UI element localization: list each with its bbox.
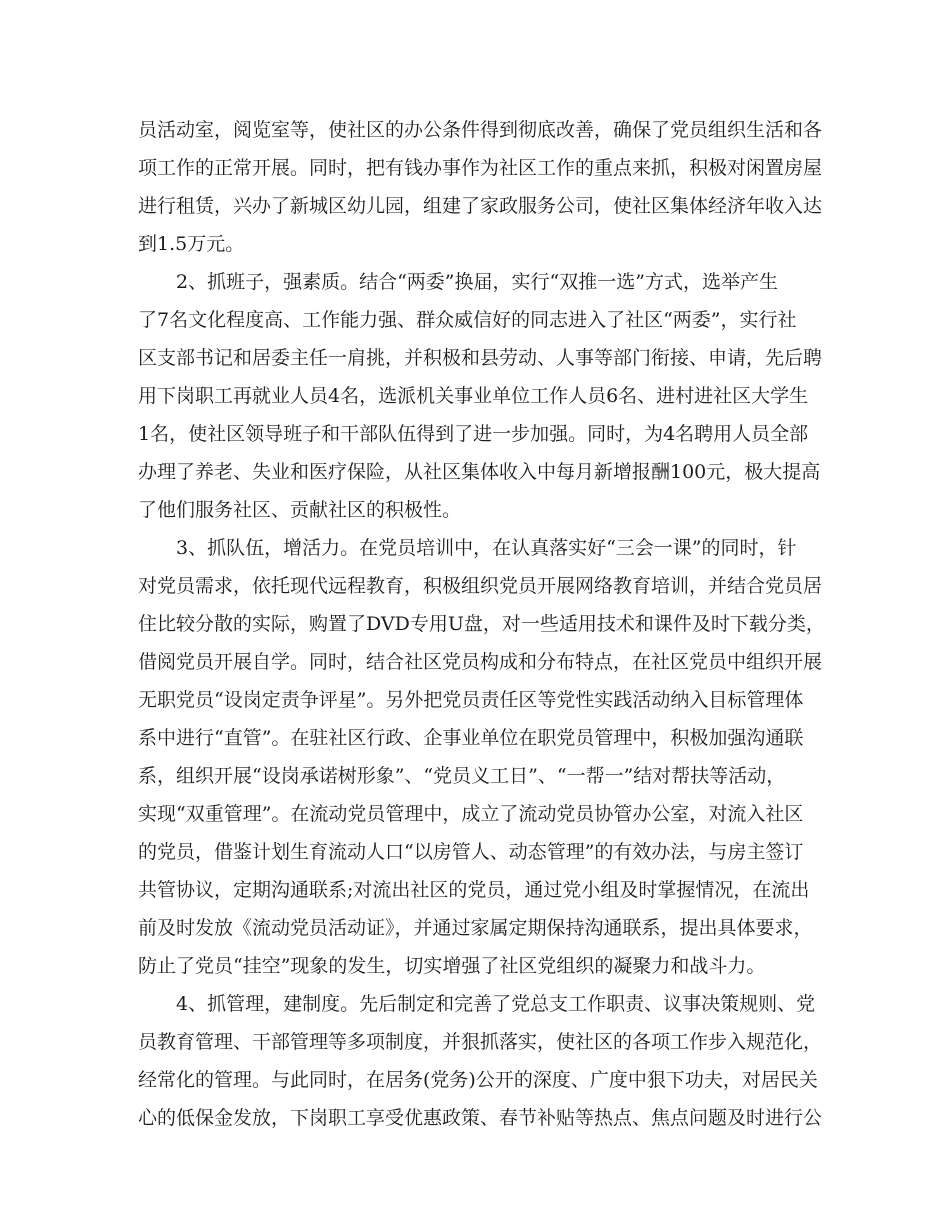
text-line: 用下岗职工再就业人员4名，选派机关事业单位工作人员6名、进村进社区大学生 — [138, 385, 809, 407]
text-line: 前及时发放《流动党员活动证》，并通过家属定期保持沟通联系，提出具体要求， — [138, 917, 813, 939]
text-line: 区支部书记和居委主任一肩挑，并积极和县劳动、人事等部门衔接、申请，先后聘 — [138, 347, 823, 369]
paragraph-2-heading-line: 2、抓班子，强素质。结合“两委”换届，实行“双推一选”方式，选举产生 — [176, 271, 778, 293]
text-line: 1名，使社区领导班子和干部队伍得到了进一步加强。同时，为4名聘用人员全部 — [138, 423, 809, 445]
text-line: 心的低保金发放，下岗职工享受优惠政策、春节补贴等热点、焦点问题及时进行公 — [138, 1107, 823, 1129]
text-line: 员活动室，阅览室等，使社区的办公条件得到彻底改善，确保了党员组织生活和各 — [138, 119, 823, 141]
text-line: 借阅党员开展自学。同时，结合社区党员构成和分布特点，在社区党员中组织开展 — [138, 651, 823, 673]
text-line: 系，组织开展“设岗承诺树形象”、“党员义工日”、“一帮一”结对帮扶等活动， — [138, 765, 786, 787]
text-line: 办理了养老、失业和医疗保险，从社区集体收入中每月新增报酬100元，极大提高 — [138, 461, 821, 483]
text-line: 了他们服务社区、贡献社区的积极性。 — [138, 499, 462, 521]
text-line: 项工作的正常开展。同时，把有钱办事作为社区工作的重点来抓，积极对闲置房屋 — [138, 157, 823, 179]
paragraph-3-heading-line: 3、抓队伍，增活力。在党员培训中，在认真落实好“三会一课”的同时，针 — [176, 537, 797, 559]
paragraph-4-heading-line: 4、抓管理，建制度。先后制定和完善了党总支工作职责、议事决策规则、党 — [176, 993, 816, 1015]
text-line: 的党员，借鉴计划生育流动人口“以房管人、动态管理”的有效办法，与房主签订 — [138, 841, 804, 863]
text-line: 进行租赁，兴办了新城区幼儿园，组建了家政服务公司，使社区集体经济年收入达 — [138, 195, 823, 217]
text-line: 员教育管理、干部管理等多项制度，并狠抓落实，使社区的各项工作步入规范化， — [138, 1031, 823, 1053]
text-line: 对党员需求，依托现代远程教育，积极组织党员开展网络教育培训，并结合党员居 — [138, 575, 823, 597]
text-line: 无职党员“设岗定责争评星”。另外把党员责任区等党性实践活动纳入目标管理体 — [138, 689, 804, 711]
text-line: 共管协议，定期沟通联系;对流出社区的党员，通过党小组及时掌握情况，在流出 — [138, 879, 810, 901]
text-line: 住比较分散的实际，购置了DVD专用U盘，对一些适用技术和课件及时下载分类， — [138, 613, 825, 635]
text-line: 实现“双重管理”。在流动党员管理中，成立了流动党员协管办公室，对流入社区 — [138, 803, 804, 825]
text-line: 系中进行“直管”。在驻社区行政、企事业单位在职党员管理中，积极加强沟通联 — [138, 727, 804, 749]
text-line: 到1.5万元。 — [138, 233, 245, 255]
text-line: 防止了党员“挂空”现象的发生，切实增强了社区党组织的凝聚力和战斗力。 — [138, 955, 766, 977]
text-line: 经常化的管理。与此同时，在居务(党务)公开的深度、广度中狠下功夫，对居民关 — [138, 1069, 818, 1091]
text-line: 了7名文化程度高、工作能力强、群众威信好的同志进入了社区“两委”，实行社 — [138, 309, 797, 331]
